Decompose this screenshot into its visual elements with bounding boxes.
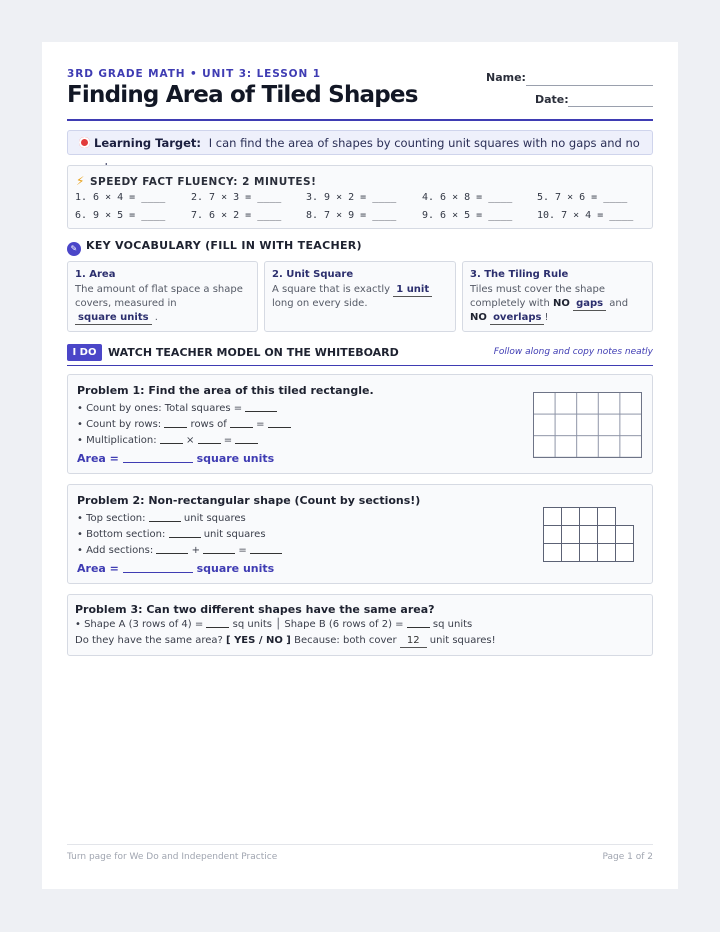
vocab-blank[interactable]: overlaps [490,312,544,325]
fact-item[interactable]: 4. 6 × 8 = ____ [422,192,513,203]
vocab-text: and [609,298,629,309]
vocab-heading [67,239,362,256]
lightning-icon: ⚡ [76,174,85,188]
problem-text: Because: both cover [294,635,397,646]
answer-blank[interactable] [206,619,229,628]
vocab-card-tiling-rule [462,261,653,332]
tile [597,525,616,544]
problem-2-box [67,484,653,584]
tile [543,507,562,526]
problem-2-title: Problem 2: Non-rectangular shape (Count by sections!) [77,494,421,507]
problem-text: + [191,545,200,556]
fact-fluency-title [76,174,316,188]
lesson-subtitle: 3RD GRADE MATH • UNIT 3: LESSON 1 [67,68,321,80]
answer-blank[interactable] [164,419,187,428]
answer-blank[interactable] [245,403,277,412]
problem-text: sq units [432,619,473,630]
header-divider [67,119,653,121]
vocab-text: A square that is exactly [272,284,391,295]
vocab-text: . [154,312,158,323]
vocab-card-title: 1. Area [75,269,116,280]
learning-target-text: I can find the area of shapes by counting unit squares with no gaps and no [208,136,640,150]
tile [543,543,562,562]
page-number: Page 1 of 2 [602,852,653,862]
fact-item[interactable]: 3. 9 × 2 = ____ [306,192,397,203]
tile [543,525,562,544]
worksheet-content [67,42,653,889]
problem-text: sq units [232,619,272,630]
name-field[interactable] [526,85,653,86]
problem-text: • Top section: [77,513,146,524]
vocab-blank[interactable]: square units [75,312,152,325]
problem-text: unit squares [203,529,266,540]
vocab-card-body [470,283,645,325]
tile [561,525,580,544]
fact-item[interactable]: 8. 7 × 9 = ____ [306,210,397,221]
problem-line [77,529,266,540]
answer-blank[interactable] [407,619,430,628]
problem-text: rows of [190,419,227,430]
footer-note: Turn page for We Do and Independent Practice [67,852,278,862]
tile [579,525,598,544]
pencil-icon: ✎ [67,242,81,256]
problem-text: unit squares! [429,635,496,646]
vocab-card-unit-square [264,261,456,332]
tile [615,543,634,562]
area-answer-line [77,562,274,575]
tile [579,507,598,526]
answer-blank[interactable] [203,545,235,554]
fact-item[interactable]: 2. 7 × 3 = ____ [191,192,282,203]
problem-text: • Count by ones: Total squares = [77,403,243,414]
problem-text: = [223,435,233,446]
vocab-text: Tiles must cover the shape completely with [470,284,606,309]
answer-blank[interactable] [268,419,291,428]
problem-line [77,513,246,524]
problem-line [77,419,291,430]
problem-line [75,635,496,648]
vocab-heading-text: KEY VOCABULARY (FILL IN WITH TEACHER) [86,239,362,252]
problem-text: = [256,419,265,430]
date-field[interactable] [568,106,653,107]
answer-blank[interactable] [156,545,188,554]
problem-text: = [238,545,247,556]
problem-1-box [67,374,653,474]
rectangle-tile-grid [533,392,642,458]
answer-blank[interactable] [230,419,253,428]
vocab-bold: NO [470,312,487,323]
area-label: Area = [77,562,119,575]
vocab-card-title: 2. Unit Square [272,269,354,280]
vocab-card-body [75,283,250,325]
problem-line [77,435,258,446]
area-label: Area = [77,452,119,465]
problem-line [75,619,472,630]
vocab-text: ! [544,312,549,323]
yes-no-choice[interactable]: [ YES / NO ] [226,635,291,646]
tile [579,543,598,562]
area-units: square units [196,562,275,575]
area-blank[interactable] [123,454,193,463]
fact-item[interactable]: 9. 6 × 5 = ____ [422,210,513,221]
problem-text: • Multiplication: [77,435,157,446]
answer-blank[interactable] [169,529,201,538]
target-icon [79,137,90,148]
tile [561,543,580,562]
fact-item[interactable]: 6. 9 × 5 = ____ [75,210,166,221]
i-do-title: WATCH TEACHER MODEL ON THE WHITEBOARD [108,346,399,359]
fact-fluency-title-text: SPEEDY FACT FLUENCY: 2 MINUTES! [89,176,317,188]
learning-target [67,130,653,155]
tile [597,507,616,526]
vocab-bold: NO [553,298,570,309]
problem-1-title: Problem 1: Find the area of this tiled rectangle. [77,384,374,397]
answer-blank[interactable] [149,513,181,522]
answer-blank[interactable] [235,435,258,444]
answer-blank[interactable] [250,545,282,554]
fact-item[interactable]: 1. 6 × 4 = ____ [75,192,166,203]
i-do-divider [67,365,653,366]
learning-target-label: Learning Target: [94,136,202,150]
fact-item[interactable]: 7. 6 × 2 = ____ [191,210,282,221]
problem-line [77,545,282,556]
tile [561,507,580,526]
vocab-blank[interactable]: gaps [573,298,606,311]
date-label: Date: [535,93,569,106]
area-blank[interactable] [123,564,193,573]
fact-fluency-box [67,165,653,229]
area-answer-line [77,452,274,465]
fact-item[interactable]: 5. 7 × 6 = ____ [537,192,628,203]
answer-blank[interactable] [160,435,183,444]
i-do-note: Follow along and copy notes neatly [493,347,653,357]
vocab-blank[interactable]: 1 unit [393,284,432,297]
l-shape-tile-grid [543,507,633,561]
area-units: square units [196,452,275,465]
vocab-card-area [67,261,258,332]
vocab-text: long on every side. [272,298,368,309]
answer-blank[interactable]: 12 [400,635,427,648]
problem-text: │ Shape B (6 rows of 2) = [275,619,404,630]
tile [615,525,634,544]
tile [597,543,616,562]
vocab-card-body [272,283,448,311]
problem-3-title: Problem 3: Can two different shapes have the same area? [75,603,435,616]
problem-line [77,403,277,414]
worksheet-page [42,42,678,889]
problem-text: • Add sections: [77,545,154,556]
answer-blank[interactable] [198,435,221,444]
name-label: Name: [486,71,526,84]
problem-text: × [185,435,195,446]
fact-item[interactable]: 10. 7 × 4 = ____ [537,210,634,221]
problem-text: • Count by rows: [77,419,162,430]
vocab-text: The amount of flat space a shape covers, measured in [75,284,243,309]
problem-text: • Bottom section: [77,529,166,540]
vocab-card-title: 3. The Tiling Rule [470,269,569,280]
problem-3-box [67,594,653,656]
page-title: Finding Area of Tiled Shapes [67,82,418,108]
problem-text: Do they have the same area? [75,635,223,646]
problem-text: unit squares [183,513,246,524]
problem-text: • Shape A (3 rows of 4) = [75,619,204,630]
i-do-badge: I DO [67,344,102,361]
footer-divider [67,844,653,845]
